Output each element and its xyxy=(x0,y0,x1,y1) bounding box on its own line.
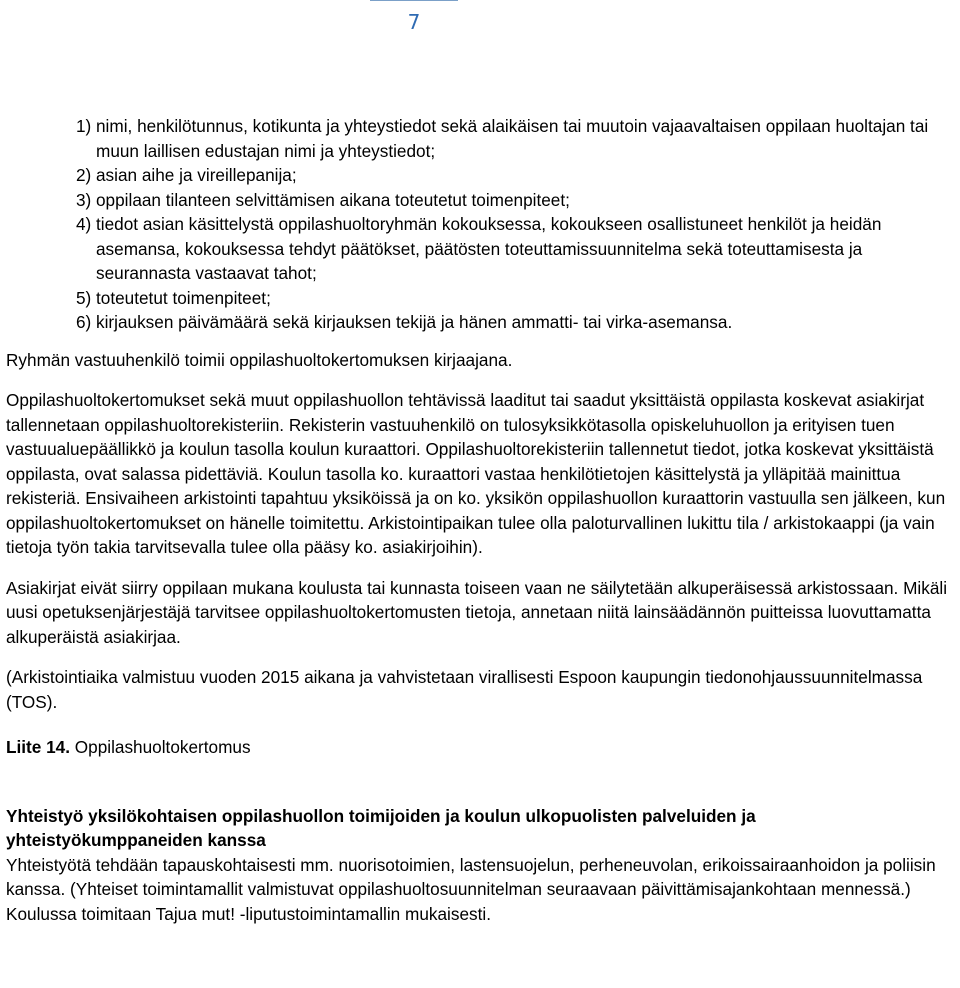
list-item-text: tiedot asian käsittelystä oppilashuoltoryhmän kokouksessa, kokoukseen osallistuneet henkilöt ja heidän asemansa, kokouksessa tehdyt päätökset, päätösten toteuttamissuunnitelma sekä toteuttamisesta ja seurannasta vastaavat tahot; xyxy=(96,214,882,283)
list-item-number: 3) xyxy=(76,189,92,210)
appendix-label: Liite 14. xyxy=(6,737,70,757)
list-item-number: 2) xyxy=(76,165,92,185)
list-item-text: kirjauksen päivämäärä sekä kirjauksen tekijä ja hänen ammatti- tai virka-asemansa. xyxy=(96,312,733,332)
paragraph-register: Oppilashuoltokertomukset sekä muut oppilashuollon tehtävissä laaditut tai saadut yksittäistä oppilasta koskevat asiakirjat tallennetaan oppilashuoltorekisteriin. Rekisterin vastuuhenkilö on tulosyksikkötasolla opiskeluhuollon ja erityisen tuen vastuualuepäällikkö ja koulun tasolla koulun kuraattori. Oppilashuoltorekisteriin tallennetut tiedot, jotka koskevat yksittäistä oppilasta, ovat salassa pidettäviä. Koulun tasolla ko. kuraattori vastaa henkilötietojen käsittelystä ja ylläpitää mainittua rekisteriä. Ensivaiheen arkistointi tapahtuu yksiköissä ja on ko. yksikön oppilashuollon kuraattorin vastuulla sen jälkeen, kun oppilashuoltokertomukset on hänelle toimitettu. Arkistointipaikan tulee olla paloturvallinen lukittu tila / arkistokaappi (ja vain tietoja työn takia tarvitsevalla tulee olla pääsy ko. asiakirjoihin). xyxy=(6,390,946,557)
appendix-reference xyxy=(6,735,956,760)
paragraph-tajua-mut: Koulussa toimitaan Tajua mut! -liputustoimintamallin mukaisesti. xyxy=(6,903,491,924)
list-item xyxy=(76,114,956,163)
document-body xyxy=(6,114,956,926)
list-item xyxy=(76,212,956,286)
section-heading: Yhteistyö yksilökohtaisen oppilashuollon toimijoiden ja koulun ulkopuolisten palveluiden ja yhteistyökumppaneiden kanssa xyxy=(6,805,756,850)
list-item-number: 5) xyxy=(76,287,92,308)
list-item-text: nimi, henkilötunnus, kotikunta ja yhteystiedot sekä alaikäisen tai muutoin vajaavaltaisen oppilaan huoltajan tai muun laillisen edustajan nimi ja yhteystiedot; xyxy=(96,116,929,161)
list-item-text: toteutetut toimenpiteet; xyxy=(96,287,271,308)
list-item-number: 1) xyxy=(76,116,92,136)
paragraph-recorder: Ryhmän vastuuhenkilö toimii oppilashuoltokertomuksen kirjaajana. xyxy=(6,349,513,370)
paragraph-archive: Asiakirjat eivät siirry oppilaan mukana koulusta tai kunnasta toiseen vaan ne säilytetään alkuperäisessä arkistossaan. Mikäli uusi opetuksenjärjestäjä tarvitsee oppilashuoltokertomusten tietoja, annetaan niitä lainsäädännön puitteissa luovuttamatta alkuperäistä asiakirjaa. xyxy=(6,577,948,647)
list-item xyxy=(76,286,956,311)
paragraph-archiving-time: (Arkistointiaika valmistuu vuoden 2015 aikana ja vahvistetaan virallisesti Espoon kaupungin tiedonohjaussuunnitelmassa (TOS). xyxy=(6,667,923,712)
list-item-text: oppilaan tilanteen selvittämisen aikana toteutetut toimenpiteet; xyxy=(96,189,570,210)
list-item-text: asian aihe ja vireillepanija; xyxy=(96,165,297,185)
list-item-number: 4) xyxy=(76,214,92,234)
appendix-title: Oppilashuoltokertomus xyxy=(70,737,251,757)
record-contents-list xyxy=(76,114,956,335)
list-item xyxy=(76,310,956,335)
list-item xyxy=(76,163,956,188)
paragraph-cooperation: Yhteistyötä tehdään tapauskohtaisesti mm. nuorisotoimien, lastensuojelun, perheneuvolan, erikoissairaanhoidon ja poliisin kanssa. (Yhteiset toimintamallit valmistuvat oppilashuoltosuunnitelman seuraavaan päivittämisajankohtaan mennessä.) xyxy=(6,854,936,899)
list-item-number: 6) xyxy=(76,312,92,332)
page-number: 7 xyxy=(407,10,421,34)
page-header xyxy=(370,0,458,41)
list-item xyxy=(76,188,956,213)
